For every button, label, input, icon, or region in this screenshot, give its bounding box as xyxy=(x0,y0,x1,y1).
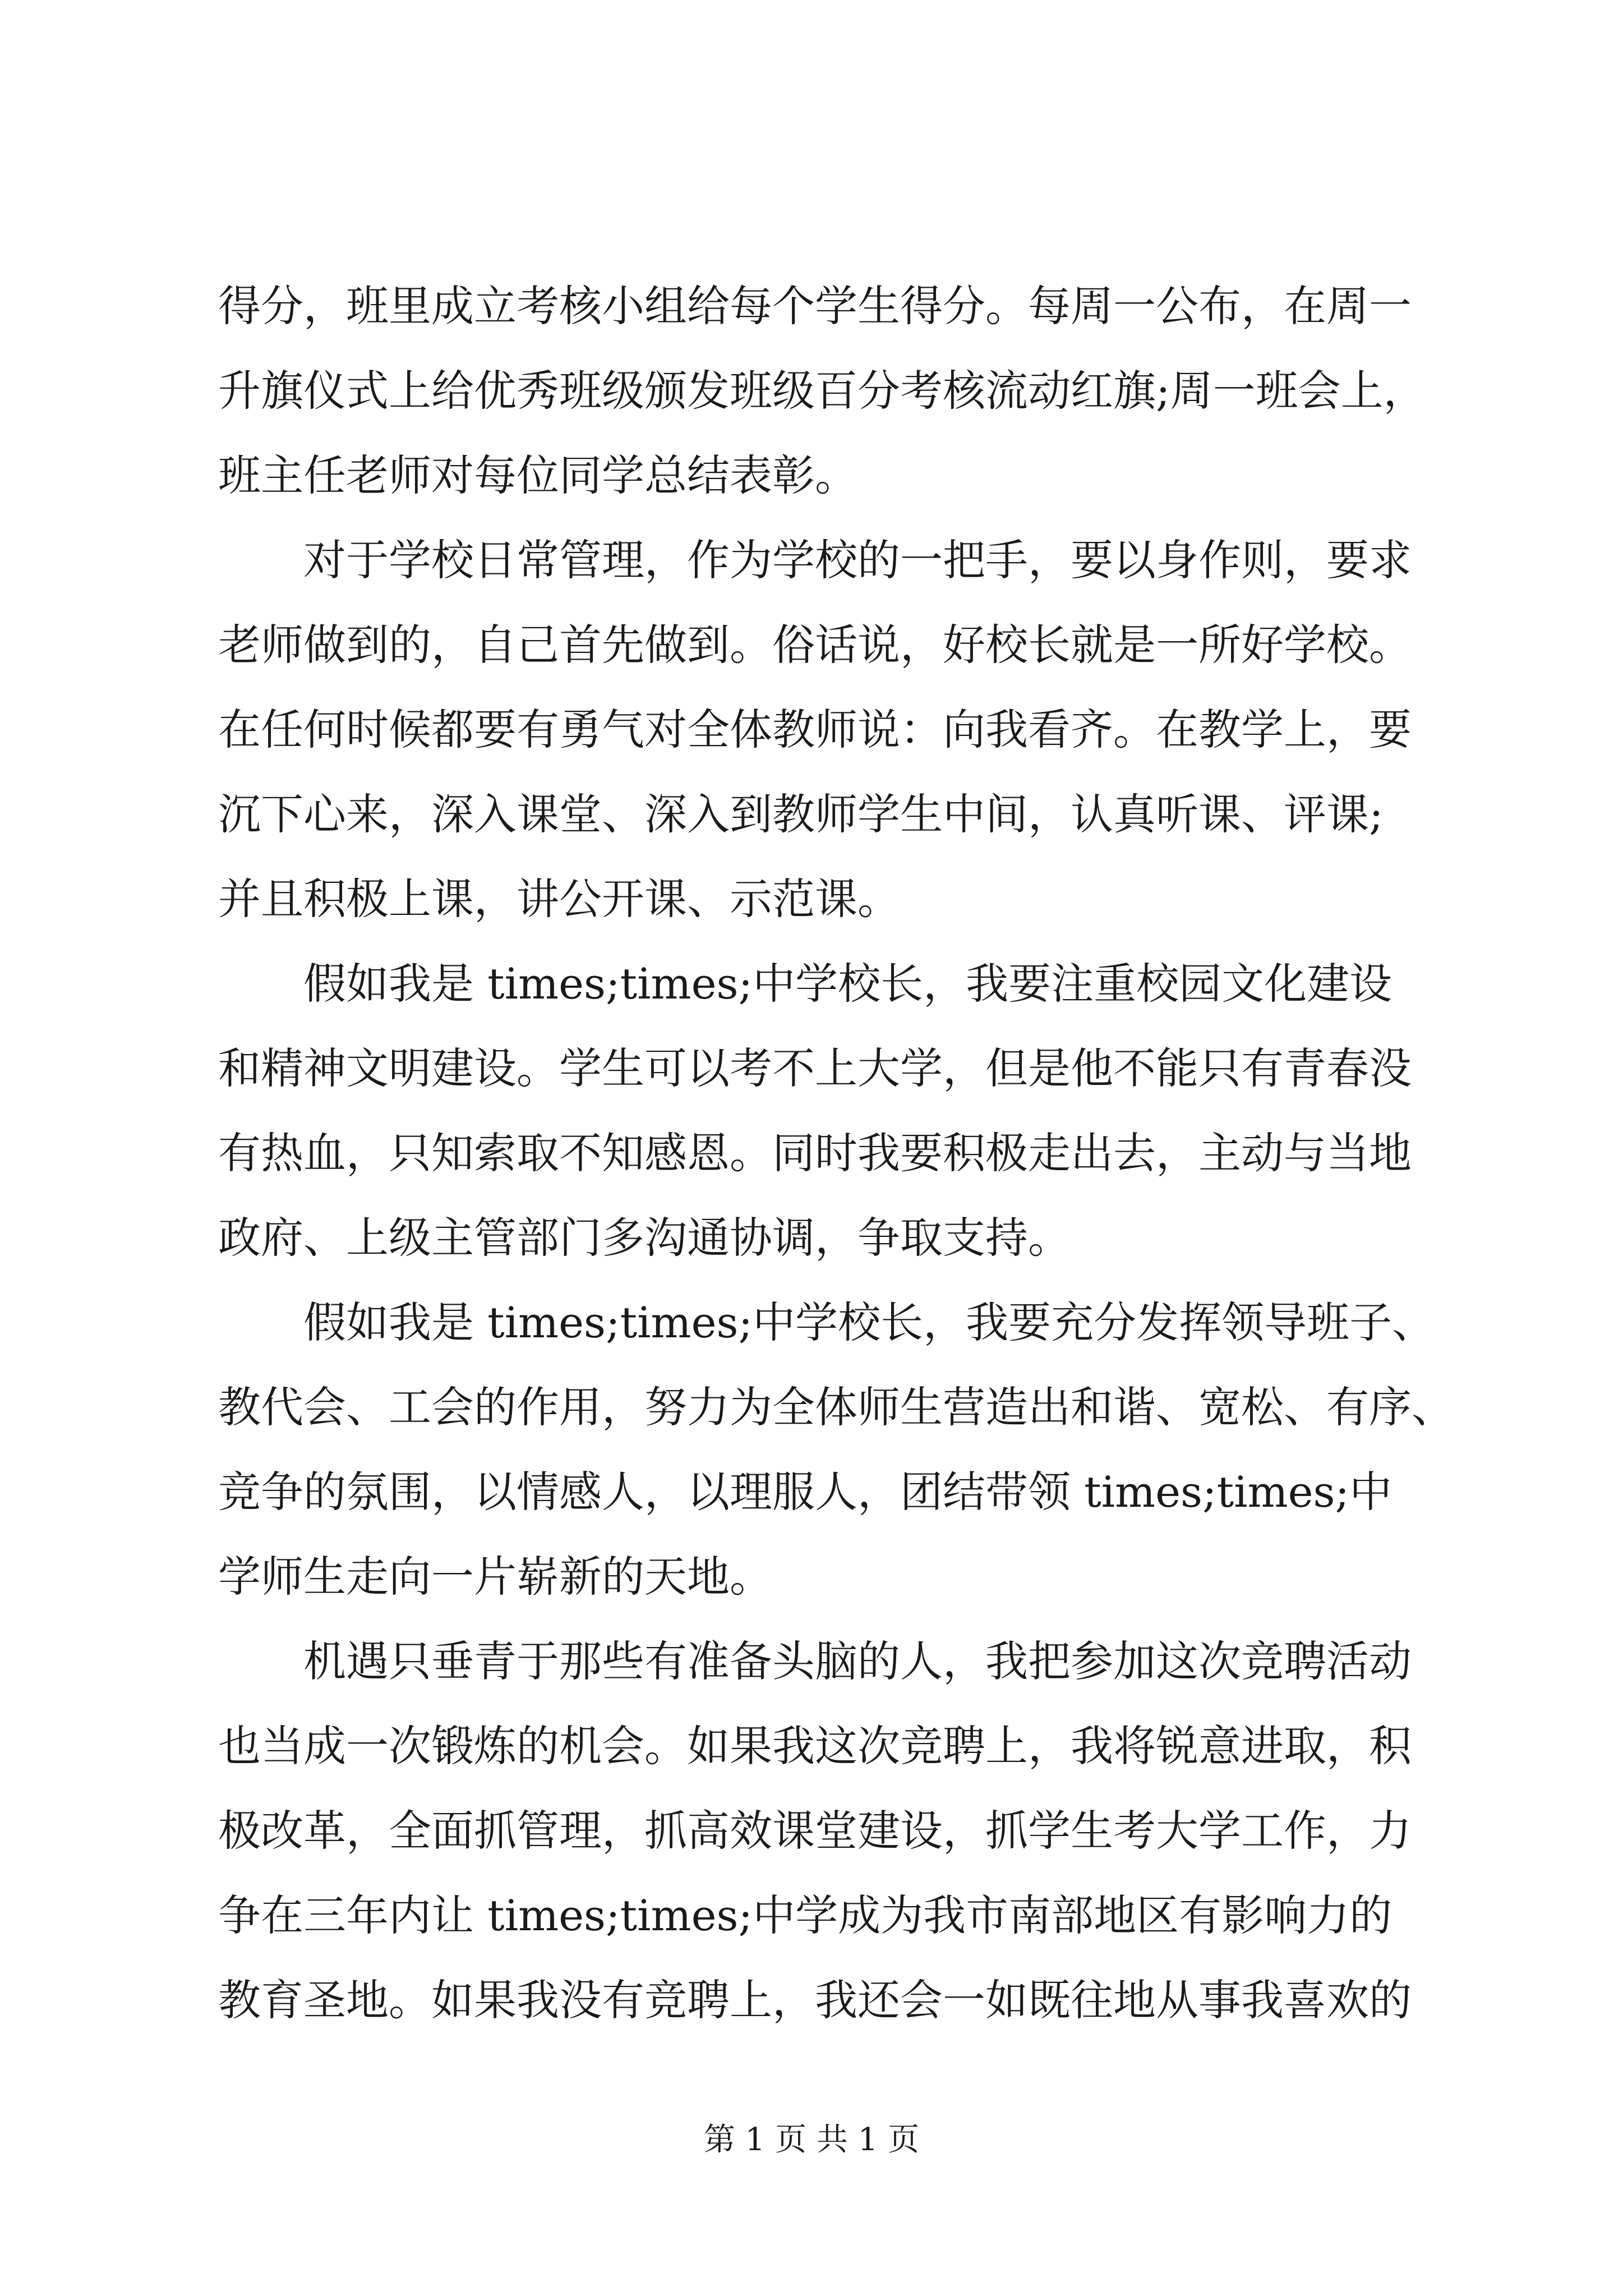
text-line: 升旗仪式上给优秀班级颁发班级百分考核流动红旗;周一班会上， xyxy=(218,366,1426,416)
text-line: 有热血，只知索取不知感恩。同时我要积极走出去，主动与当地 xyxy=(218,1128,1412,1178)
text-line: 对于学校日常管理，作为学校的一把手，要以身作则，要求 xyxy=(218,535,1412,585)
text-line: 沉下心来，深入课堂、深入到教师学生中间，认真听课、评课; xyxy=(218,789,1384,839)
text-line: 政府、上级主管部门多沟通协调，争取支持。 xyxy=(218,1213,1071,1263)
text-line: 假如我是 times;times;中学校长，我要充分发挥领导班子、 xyxy=(218,1297,1435,1347)
page-number-label: 第 1 页 共 1 页 xyxy=(703,2122,920,2158)
text-line: 老师做到的，自己首先做到。俗话说，好校长就是一所好学校。 xyxy=(218,620,1412,670)
text-line: 也当成一次锻炼的机会。如果我这次竞聘上，我将锐意进取，积 xyxy=(218,1721,1412,1771)
text-line: 教代会、工会的作用，努力为全体师生营造出和谐、宽松、有序、 xyxy=(218,1382,1454,1432)
text-line: 争在三年内让 times;times;中学成为我市南部地区有影响力的 xyxy=(218,1890,1393,1940)
text-line: 极改革，全面抓管理，抓高效课堂建设，抓学生考大学工作，力 xyxy=(218,1806,1412,1856)
text-line: 学师生走向一片崭新的天地。 xyxy=(218,1552,772,1602)
text-line: 得分，班里成立考核小组给每个学生得分。每周一公布，在周一 xyxy=(218,281,1412,331)
page-footer xyxy=(0,2120,1623,2160)
text-line: 并且积极上课，讲公开课、示范课。 xyxy=(218,874,900,924)
text-line: 竞争的氛围，以情感人，以理服人，团结带领 times;times;中 xyxy=(218,1467,1393,1517)
text-line: 在任何时候都要有勇气对全体教师说：向我看齐。在教学上，要 xyxy=(218,705,1412,754)
document-body xyxy=(218,264,1454,2042)
text-line: 假如我是 times;times;中学校长，我要注重校园文化建设 xyxy=(218,959,1393,1009)
text-line: 班主任老师对每位同学总结表彰。 xyxy=(218,450,857,500)
text-line: 教育圣地。如果我没有竞聘上，我还会一如既往地从事我喜欢的 xyxy=(218,1975,1412,2025)
text-line: 机遇只垂青于那些有准备头脑的人，我把参加这次竞聘活动 xyxy=(218,1636,1412,1686)
text-line: 和精神文明建设。学生可以考不上大学，但是他不能只有青春没 xyxy=(218,1043,1412,1093)
